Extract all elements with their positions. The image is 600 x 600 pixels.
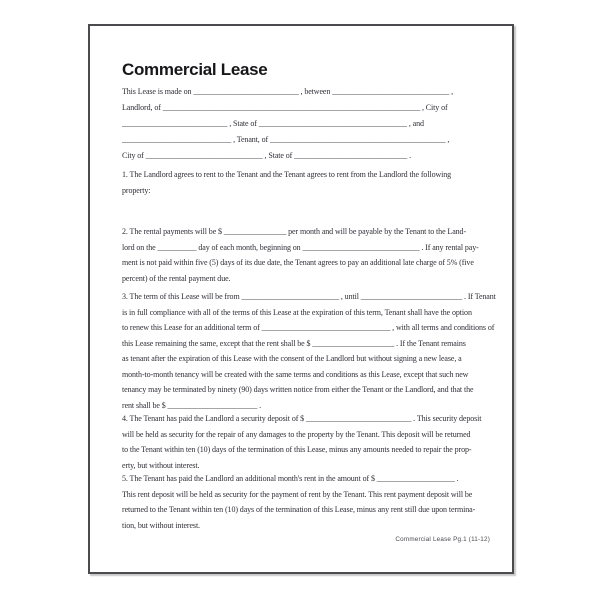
clause-line: tenancy may be terminated by ninety (90) days written notice from either the Tenant or the Landlord, and that the — [122, 385, 474, 394]
clause-1-property — [122, 167, 494, 198]
clause-line: This rent deposit will be held as security for the payment of rent by the Tenant. This rent payment deposit will be — [122, 489, 473, 499]
clause-2-rental-payments — [122, 224, 494, 286]
clause-line: 5. The Tenant has paid the Landlord an additional month's rent in the amount of $ ____________________ . — [122, 474, 459, 483]
clause-line: tion, but without interest. — [122, 520, 200, 530]
document-title: Commercial Lease — [122, 60, 268, 79]
clause-line: percent) of the rental payment due. — [122, 273, 231, 283]
clause-line: 4. The Tenant has paid the Landlord a security deposit of $ ___________________________ . This security deposit — [122, 414, 482, 423]
clause-line: will be held as security for the repair of any damages to the property by the Tenant. This deposit will be returned — [122, 429, 471, 439]
intro-line: City of ______________________________ , State of _____________________________ . — [122, 151, 412, 160]
clause-line: this Lease remaining the same, except that the rent shall be $ _____________________ . If the Tenant remains — [122, 338, 466, 348]
clause-line: month-to-month tenancy will be created with the same terms and conditions as this Lease, except that such new — [122, 369, 469, 379]
clause-4-security-deposit — [122, 411, 494, 473]
page-footer-label: Commercial Lease Pg.1 (11-12) — [395, 536, 490, 543]
clause-line: 3. The term of this Lease will be from _________________________ , until __________________________ . If Tenant — [122, 292, 496, 301]
commercial-lease-document-page — [88, 24, 514, 574]
intro-line: ___________________________ , State of ______________________________________ , and — [122, 119, 424, 128]
clause-line: to the Tenant within ten (10) days of the termination of this Lease, minus any amounts needed to repair the prop- — [122, 445, 472, 454]
clause-line: property: — [122, 185, 151, 195]
clause-line: to renew this Lease for an additional term of _________________________________ , with all terms and conditions of — [122, 323, 495, 332]
intro-line: ____________________________ , Tenant, of _____________________________________________ , — [122, 135, 450, 144]
clause-line: rent shall be $ _______________________ . — [122, 400, 261, 410]
clause-line: 1. The Landlord agrees to rent to the Tenant and the Tenant agrees to rent from the Landlord the following — [122, 170, 452, 179]
clause-line: lord on the __________ day of each month, beginning on ______________________________ . If any rental pay- — [122, 242, 479, 252]
clause-line: 2. The rental payments will be $ ________________ per month and will be payable by the Tenant to the Land- — [122, 227, 467, 236]
intro-line: This Lease is made on ___________________________ , between ______________________________ , — [122, 87, 453, 96]
clause-line: erty, but without interest. — [122, 460, 200, 470]
clause-line: as tenant after the expiration of this Lease with the consent of the Landlord but without signing a new lease, a — [122, 354, 462, 363]
clause-line: returned to the Tenant within ten (10) days of the termination of this Lease, minus any rent still due upon termina- — [122, 505, 476, 514]
clause-5-rent-deposit — [122, 471, 494, 533]
clause-3-lease-term — [122, 289, 494, 413]
clause-line: ment is not paid within five (5) days of its due date, the Tenant agrees to pay an additional late charge of 5% (five — [122, 258, 474, 267]
clause-line: is in full compliance with all of the terms of this Lease at the expiration of this term, Tenant shall have the option — [122, 307, 472, 317]
intro-line: Landlord, of __________________________________________________________________ , City of — [122, 103, 448, 112]
intro-fill-in-section — [122, 84, 494, 164]
